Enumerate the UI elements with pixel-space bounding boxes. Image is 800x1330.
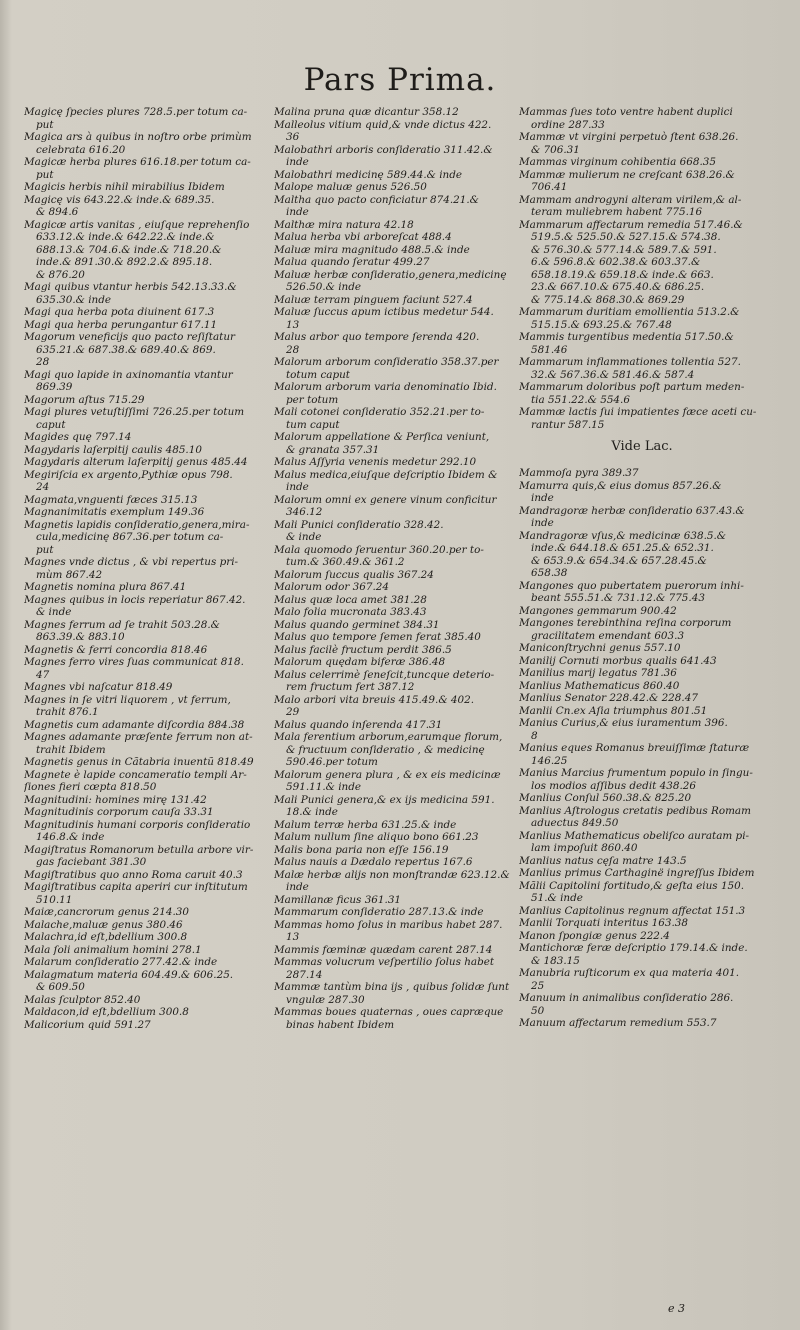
index-entry-line: Malus quando germinet 384.31 (274, 618, 440, 631)
index-entry-line: Manlius Mathematicus 860.40 (519, 679, 680, 692)
index-entry-line: inde.& 644.18.& 651.25.& 652.31. (531, 542, 714, 554)
index-entry-line: 18.& inde (286, 806, 338, 818)
index-entry-line: Manlius Senator 228.42.& 228.47 (519, 692, 698, 704)
index-entry-line: put (36, 168, 54, 181)
index-entry-line: & 876.20 (36, 268, 85, 281)
index-entry-line: put (36, 118, 54, 131)
index-entry-line: Manlii Torquati interitus 163.38 (519, 917, 688, 929)
index-entry-line: 36 (286, 131, 300, 143)
index-entry-line: Magnitudinis corporum cauſa 33.31 (24, 806, 214, 818)
index-entry-line: lam impoſuit 860.40 (531, 842, 638, 854)
index-entry-line: rantur 587.15 (531, 418, 605, 431)
index-entry-line: Magiſtratibus quo anno Roma caruit 40.3 (24, 868, 243, 881)
index-entry-line: 32.& 567.36.& 581.46.& 587.4 (531, 368, 695, 381)
index-entry-line: Mammæ vt virgini perpetuò ſtent 638.26. (519, 131, 739, 143)
index-entry-line: Mammæ mulierum ne creſcant 638.26.& (519, 168, 735, 181)
index-entry-line: 510.11 (36, 893, 73, 906)
index-entry-line: Magnes vnde dictus , & vbi repertus pri- (24, 556, 239, 568)
index-entry-line: Mammarum affectarum remedia 517.46.& (519, 218, 743, 231)
index-entry-line: Mammarum doloribus poſt partum meden- (519, 381, 745, 393)
index-entry-line: Magi plures vetuſtiſſimi 726.25.per totum (24, 406, 245, 418)
index-entry-line: trahit 876.1 (36, 706, 99, 718)
index-entry-line: Manilij Cornuti morbus qualis 641.43 (519, 654, 717, 667)
index-entry-line: Malorum appellatione & Perſica veniunt, (274, 431, 490, 443)
index-entry-line: 633.12.& inde.& 642.22.& inde.& (36, 231, 215, 243)
index-entry-line: Mammam androgyni alteram virilem,& al- (519, 193, 742, 206)
index-entry-line: inde (531, 492, 554, 504)
index-entry-line: 8 (531, 729, 538, 742)
index-entry-line: put (36, 543, 54, 556)
index-entry-line: ordine 287.33 (531, 118, 605, 131)
index-entry-line: Malus arbor quo tempore ſerenda 420. (274, 331, 480, 343)
index-entry-line: caput (36, 418, 66, 431)
index-entry-line: Mammas homo ſolus in maribus habet 287. (274, 918, 503, 931)
index-entry-line: 51.& inde (531, 892, 583, 904)
index-entry-line: Mammas ſues toto ventre habent duplici (519, 106, 733, 118)
index-entry-line: binas habent Ibidem (286, 1018, 395, 1031)
index-entry-line: Mali cotonei conſideratio 352.21.per to- (274, 406, 485, 418)
index-entry-line: Mammas virginum cohibentia 668.35 (519, 156, 716, 168)
index-entry-line: celebrata 616.20 (36, 143, 126, 156)
index-entry-line: & 894.6 (36, 206, 79, 218)
index-entry-line: Mangones terebinthina reſina corporum (519, 617, 732, 629)
index-entry-line: Mala ferentium arborum,earumque florum, (274, 731, 503, 743)
index-entry-line: 28 (286, 343, 300, 356)
index-entry-line: inde (286, 881, 309, 893)
index-entry-line: tia 551.22.& 554.6 (531, 393, 630, 406)
index-entry-line: Maluæ ſuccus apum ictibus medetur 544. (274, 306, 494, 318)
index-entry-line: Mammas boues quaternas , oues capræque (274, 1006, 504, 1018)
index-entry-line: Maluæ mira magnitudo 488.5.& inde (274, 243, 470, 256)
index-entry-line: Magides quę 797.14 (24, 431, 132, 443)
index-entry-line: 47 (36, 668, 50, 681)
index-entry-line: Malorum omni ex genere vinum conficitur (274, 493, 497, 506)
index-entry-line: 28 (36, 356, 50, 368)
index-entry-line: inde.& 891.30.& 892.2.& 895.18. (36, 256, 213, 268)
index-entry-line: Malus nauis a Dædalo repertus 167.6 (274, 856, 473, 868)
index-entry-line: per totum (286, 393, 339, 406)
index-entry-line: Magicis herbis nihil mirabilius Ibidem (24, 181, 225, 193)
index-entry-line: gracilitatem emendant 603.3 (531, 629, 685, 642)
index-entry-line: gas faciebant 381.30 (36, 856, 147, 868)
index-entry-line: 688.13.& 704.6.& inde.& 718.20.& (36, 243, 222, 256)
index-entry-line: Malope maluæ genus 526.50 (274, 181, 427, 193)
index-entry-line: Malagmatum materia 604.49.& 606.25. (24, 968, 234, 981)
index-entry-line: Mammarum duritiam emollientia 513.2.& (519, 306, 740, 318)
index-entry-line: ſiones fieri cœpta 818.50 (24, 781, 157, 793)
index-entry-line: Magnes ferro vires ſuas communicat 818. (24, 656, 244, 668)
index-entry-line: Malas ſculptor 852.40 (24, 993, 141, 1006)
index-entry-line: 706.41 (531, 181, 568, 193)
index-entry-line: Magi qua herba pota diuinent 617.3 (24, 306, 215, 318)
index-entry-line: Malache,maluæ genus 380.46 (24, 918, 183, 931)
index-entry-line: Mãlii Capitolini fortitudo,& geſta eius 150. (519, 879, 745, 892)
index-entry-line: Manuum in animalibus conſideratio 286. (519, 992, 734, 1004)
index-entry-line: Malleolus vitium quid,& vnde dictus 422. (274, 118, 492, 131)
index-entry-line: tum.& 360.49.& 361.2 (286, 556, 405, 568)
index-entry-line: Malorum arborum varia denominatio Ibid. (274, 381, 497, 393)
index-entry-line: Mammis fœminæ quædam carent 287.14 (274, 943, 493, 956)
index-entry-line: Maluæ terram pinguem faciunt 527.4 (274, 293, 473, 306)
index-entry-line: Maldacon,id eſt,bdellium 300.8 (24, 1006, 189, 1018)
index-entry-line: teram muliebrem habent 775.16 (531, 206, 703, 218)
index-column-middle (274, 106, 510, 1031)
index-entry-line: Malorum quędam biferæ 386.48 (274, 656, 446, 668)
index-entry-line: Mamurra quis,& eius domus 857.26.& (519, 479, 722, 492)
index-entry-line: Magicę vis 643.22.& inde.& 689.35. (24, 193, 215, 206)
index-entry-line: Manius eques Romanus breuiſſimæ ſtaturæ (519, 742, 750, 754)
index-entry-line: Malthæ mira natura 42.18 (274, 218, 414, 231)
index-entry-line: 869.39 (36, 381, 73, 393)
index-column-right (519, 106, 765, 1030)
index-entry-line: Malua quando ſeratur 499.27 (274, 256, 430, 268)
index-entry-line: Malus quo tempore ſemen ferat 385.40 (274, 631, 481, 643)
index-entry-line: Manlius Mathematicus obeliſco auratam pi- (519, 829, 750, 842)
index-entry-line: Malobathri arboris conſideratio 311.42.& (274, 143, 493, 156)
index-entry-line: 24 (36, 481, 50, 493)
index-entry-line: & 609.50 (36, 981, 85, 993)
index-column-left (24, 106, 266, 1031)
index-entry-line: 581.46 (531, 343, 568, 356)
index-entry-line: Magi qua herba perungantur 617.11 (24, 318, 218, 331)
index-entry-line: Malorum arborum conſideratio 358.37.per (274, 356, 499, 368)
index-entry-line: & 653.9.& 654.34.& 657.28.45.& (531, 554, 707, 567)
index-entry-line: totum caput (286, 368, 350, 381)
index-entry-line: Magi quo lapide in axinomantia vtantur (24, 368, 233, 381)
index-entry-line: Malæ herbæ alijs non monſtrandæ 623.12.& (274, 868, 510, 881)
index-entry-line: Mammoſa pyra 389.37 (519, 467, 639, 479)
index-entry-line: Magmata,vnguenti fæces 315.13 (24, 493, 198, 506)
index-entry-line: inde (286, 481, 309, 493)
index-entry-line: Manlius Aſtrologus cretatis pedibus Romam (519, 804, 751, 817)
index-entry-line: Magnes adamante præſente ferrum non at- (24, 731, 253, 743)
index-entry-line: 146.25 (531, 754, 568, 767)
page-title: Pars Prima. (303, 62, 497, 98)
index-entry-line: Manilius marij legatus 781.36 (519, 667, 677, 679)
index-entry-line: Mandragoræ vſus,& medicinæ 638.5.& (519, 529, 727, 542)
index-entry-line: & 706.31 (531, 143, 580, 156)
index-entry-line: Manlius Capitolinus regnum affectat 151.3 (519, 904, 746, 917)
index-entry-line: Manlii Cn.ex Aſia triumphus 801.51 (519, 704, 708, 717)
index-entry-line: Magicę ſpecies plures 728.5.per totum ca- (24, 106, 248, 118)
index-entry-line: & inde (286, 531, 322, 543)
index-entry-line: Manubria ruſticorum ex qua materia 401. (519, 967, 739, 979)
index-entry-line: 591.11.& inde (286, 781, 362, 793)
index-entry-line: Magydaris laſerpitij caulis 485.10 (24, 443, 202, 456)
index-entry-line: Malorum odor 367.24 (274, 581, 390, 593)
index-entry-line: Magnete è lapide concameratio templi Ar- (24, 768, 247, 781)
index-entry-line: 635.21.& 687.38.& 689.40.& 869. (36, 343, 216, 356)
index-entry-line: Mammæ tantùm bina ijs , quibus ſolidæ ſunt (274, 981, 510, 993)
index-entry-line: & fructuum conſideratio , & medicinę (286, 743, 485, 756)
index-entry-line: Malachra,id eſt,bdellium 300.8 (24, 931, 188, 943)
index-entry-line: Malus quando inſerenda 417.31 (274, 718, 443, 731)
index-entry-line: Manuum affectarum remedium 553.7 (519, 1017, 717, 1029)
index-entry-line: Magnetis cum adamante diſcordia 884.38 (24, 718, 245, 731)
index-entry-line: Malum terræ herba 631.25.& inde (274, 818, 457, 831)
index-entry-line: Mangones quo pubertatem puerorum inhi- (519, 579, 744, 592)
index-entry-line: Magiſtratus Romanorum betulla arbore vir- (24, 843, 254, 856)
index-entry-line: Malus medica,eiuſque deſcriptio Ibidem & (274, 468, 498, 481)
index-entry-line: Maniconſtrychni genus 557.10 (519, 642, 681, 654)
index-entry-line: Mammarum conſideratio 287.13.& inde (274, 906, 484, 918)
index-entry-line: Magorum veneficijs quo pacto reſiſtatur (24, 331, 235, 343)
index-entry-line: tum caput (286, 418, 340, 431)
index-entry-line: Malua herba vbi arboreſcat 488.4 (274, 231, 452, 243)
index-entry-line: Malorum ſuccus qualis 367.24 (274, 568, 434, 581)
index-entry-line: 146.8.& inde (36, 831, 105, 843)
index-entry-line: Magnes in ſe vitri liquorem , vt ferrum, (24, 693, 231, 706)
index-entry-line: Magnes quibus in locis reperiatur 867.42. (24, 593, 246, 606)
index-entry-line: cula,medicinę 867.36.per totum ca- (36, 531, 224, 543)
index-entry-line: beant 555.51.& 731.12.& 775.43 (531, 592, 705, 604)
index-entry-line: Malus Aſſyria venenis medetur 292.10 (274, 456, 477, 468)
index-entry-line: aduectus 849.50 (531, 817, 619, 829)
index-entry-line: Magnetis genus in Cãtabria inuentũ 818.49 (24, 756, 254, 768)
index-entry-line: Mandragoræ herbæ conſideratio 637.43.& (519, 504, 745, 517)
index-entry-line: 50 (531, 1004, 545, 1017)
index-entry-line: Malo folia mucronata 383.43 (274, 606, 427, 618)
index-entry-line: Magnetis & ferri concordia 818.46 (24, 643, 208, 656)
index-entry-line: Manlius natus cęſa matre 143.5 (519, 854, 687, 867)
index-entry-line: inde (531, 517, 554, 529)
index-entry-line: Magorum aſtus 715.29 (24, 393, 145, 406)
index-entry-line: 658.18.19.& 659.18.& inde.& 663. (531, 268, 714, 281)
index-entry-line: Maltha quo pacto conficiatur 874.21.& (274, 193, 479, 206)
index-entry-line: Mala quomodo ſeruentur 360.20.per to- (274, 543, 484, 556)
index-entry-line: Magnetis lapidis conſideratio,genera,mira- (24, 518, 250, 531)
index-entry-line: & granata 357.31 (286, 443, 380, 456)
index-entry-line: vngulæ 287.30 (286, 993, 365, 1006)
index-entry-line: & 183.15 (531, 954, 580, 967)
index-entry-line: Magnanimitatis exemplum 149.36 (24, 506, 205, 518)
index-entry-line: Manlius primus Carthaginë ingreſſus Ibidem (519, 867, 755, 879)
index-entry-line: Mali Punici genera,& ex ijs medicina 591. (274, 793, 495, 806)
index-entry-line: Malus quæ loca amet 381.28 (274, 593, 427, 606)
index-entry-line: Malobathri medicinę 589.44.& inde (274, 168, 463, 181)
index-entry-line: Magnetis nomina plura 867.41 (24, 581, 187, 593)
index-entry-line: rem fructum fert 387.12 (286, 681, 415, 693)
index-entry-line: Magicæ herba plures 616.18.per totum ca- (24, 156, 251, 168)
index-entry-line: 23.& 667.10.& 675.40.& 686.25. (531, 281, 705, 293)
index-entry-line: Magicæ artis vanitas , eiuſque reprehenſio (24, 218, 250, 231)
index-entry-line: Mammarum inflammationes tollentia 527. (519, 356, 741, 368)
index-entry-line: Manon ſpongiæ genus 222.4 (519, 929, 670, 942)
index-entry-line: 13 (286, 931, 300, 943)
index-entry-line: Magica ars à quibus in noſtro orbe primùm (24, 131, 252, 143)
index-entry-line: los modios aſſibus dedit 438.26 (531, 779, 696, 792)
index-entry-line: Magnitudinis humani corporis conſideratio (24, 818, 251, 831)
index-entry-line: Malus facilè fructum perdit 386.5 (274, 643, 452, 656)
index-entry-line: Magiſtratibus capita aperiri cur inſtitutum (24, 881, 248, 893)
index-entry-line: 13 (286, 318, 300, 331)
index-entry-line: 287.14 (286, 968, 323, 981)
index-entry-line: Magnes vbi naſcatur 818.49 (24, 681, 173, 693)
index-entry-line: Malina pruna quæ dicantur 358.12 (274, 106, 459, 118)
index-entry-line: Magydaris alterum laſerpitij genus 485.44 (24, 456, 248, 468)
index-entry-line: Maiæ,cancrorum genus 214.30 (24, 906, 189, 918)
index-entry-line: inde (286, 156, 309, 168)
index-entry-line: Malum nullum ſine aliquo bono 661.23 (274, 831, 479, 843)
index-entry-line: Malicorium quid 591.27 (24, 1018, 151, 1031)
index-entry-line: Mammis turgentibus medentia 517.50.& (519, 331, 734, 343)
index-entry-line: Malo arbori vita breuis 415.49.& 402. (274, 693, 475, 706)
index-entry-line: 6.& 596.8.& 602.38.& 603.37.& (531, 256, 701, 268)
index-entry-line: Mamillanæ ficus 361.31 (274, 893, 402, 906)
index-entry-line: Magnitudini: homines mirę 131.42 (24, 793, 207, 806)
index-entry-line: 635.30.& inde (36, 293, 112, 306)
index-entry-line: 590.46.per totum (286, 756, 378, 768)
index-entry-line: Malis bona paria non eſſe 156.19 (274, 843, 449, 856)
index-entry-line: 863.39.& 883.10 (36, 631, 125, 643)
index-entry-line: Megiriſcia ex argento,Pythiæ opus 798. (24, 468, 233, 481)
index-entry-line: Maluæ herbæ conſideratio,genera,medicinę (274, 268, 507, 281)
index-entry-line: inde (286, 206, 309, 218)
index-entry-line: 29 (286, 706, 300, 718)
index-entry-line: mùm 867.42 (36, 568, 103, 581)
index-entry-line: Mala ſoli animalium homini 278.1 (24, 943, 202, 956)
index-entry-line: Malorum genera plura , & ex eis medicinæ (274, 768, 501, 781)
index-entry-line: Manius Marcius frumentum populo in ſingu- (519, 767, 753, 779)
index-entry-line: Magnes ferrum ad ſe trahit 503.28.& (24, 618, 220, 631)
index-entry-line: Mammæ lactis ſui impatientes fæce aceti cu- (519, 406, 757, 418)
index-entry-line: & 775.14.& 868.30.& 869.29 (531, 293, 685, 306)
signature-mark: e 3 (668, 1302, 686, 1315)
index-entry-line: 515.15.& 693.25.& 767.48 (531, 318, 672, 331)
index-entry-line: Manius Curius,& eius iuramentum 396. (519, 717, 728, 729)
index-entry-line: Mammas volucrum veſpertilio ſolus habet (274, 956, 495, 968)
index-entry-line: 526.50.& inde (286, 281, 362, 293)
index-entry-line: Mantichoræ feræ deſcriptio 179.14.& inde. (519, 942, 748, 954)
index-entry-line: Magi quibus vtantur herbis 542.13.33.& (24, 281, 237, 293)
index-entry-line: Manlius Conſul 560.38.& 825.20 (519, 792, 692, 804)
index-entry-line: & inde (36, 606, 72, 618)
index-entry-line: & 576.30.& 577.14.& 589.7.& 591. (531, 243, 717, 256)
index-entry-line: 519.5.& 525.50.& 527.15.& 574.38. (531, 231, 721, 243)
index-entry-line: 346.12 (286, 506, 323, 518)
index-entry-line: Mali Punici conſideratio 328.42. (274, 518, 444, 531)
index-entry-line: Vide Lac. (611, 439, 673, 454)
index-entry-line: Malus celerrimè ſeneſcit,tuncque deterio- (274, 668, 495, 681)
index-entry-line: Malarum conſideratio 277.42.& inde (24, 956, 218, 968)
index-entry-line: Mangones gemmarum 900.42 (519, 604, 677, 617)
index-entry-line: trahit Ibidem (36, 743, 106, 756)
index-entry-line: 25 (531, 979, 545, 992)
index-entry-line: 658.38 (531, 567, 568, 579)
